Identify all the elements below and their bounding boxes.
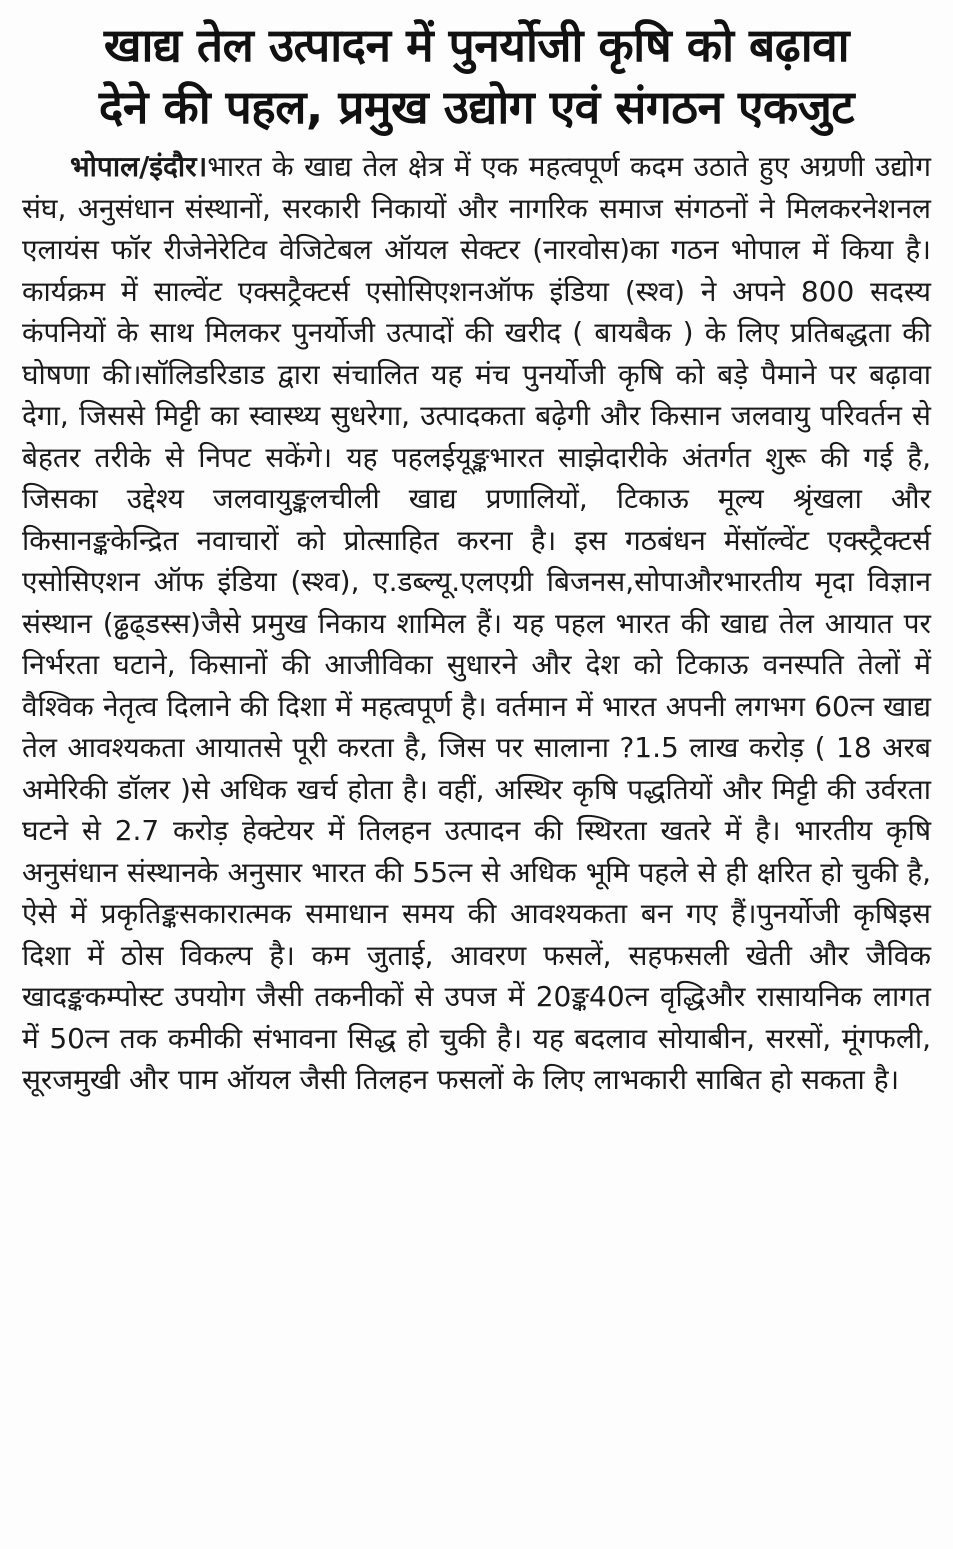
article-body-text: भारत के खाद्य तेल क्षेत्र में एक महत्वपूर्ण कदम उठाते हुए अग्रणी उद्योग संघ, अनुसंधान संस्थानों, सरकारी निकायों और नागरिक समाज संगठनों ने मिलकरनेशनल एलायंस फॉर रीजेनेरेटिव वेजिटेबल ऑयल सेक्टर (नारवोस)का गठन भोपाल में किया है।कार्यक्रम में साल्वेंट एक्सट्रैक्टर्स एसोसिएशनऑफ इंडिया (स्श्व) ने अपने 800 सदस्य कंपनियों के साथ मिलकर पुनर्योजी उत्पादों की खरीद ( बायबैक ) के लिए प्रतिबद्धता की घोषणा की।सॉलिडरिडाड द्वारा संचालित यह मंच पुनर्योजी कृषि को बड़े पैमाने पर बढ़ावा देगा, जिससे मिट्टी का स्वास्थ्य सुधरेगा, उत्पादकता बढ़ेगी और किसान जलवायु परिवर्तन से बेहतर तरीके से निपट सकेंगे। यह पहलईयूङ्कभारत साझेदारीके अंतर्गत शुरू की गई है, जिसका उद्देश्य जलवायुङ्कलचीली खाद्य प्रणालियों, टिकाऊ मूल्य श्रृंखला और किसानङ्ककेन्द्रित नवाचारों को प्रोत्साहित करना है। इस गठबंधन मेंसॉल्वेंट एक्स्ट्रैक्टर्स एसोसिएशन ऑफ इंडिया (स्श्व), ए.डब्ल्यू.एलएग्री बिजनस,सोपाऔरभारतीय मृदा विज्ञान संस्थान (ढ्ढढ्डस्स)जैसे प्रमुख निकाय शामिल हैं। यह पहल भारत की खाद्य तेल आयात पर निर्भरता घटाने, किसानों की आजीविका सुधारने और देश को टिकाऊ वनस्पति तेलों में वैश्विक नेतृत्व दिलाने की दिशा में महत्वपूर्ण है। वर्तमान में भारत अपनी लगभग 60त्न खाद्य तेल आवश्यकता आयातसे पूरी करता है, जिस पर सालाना ?1.5 लाख करोड़ ( 18 अरब अमेरिकी डॉलर )से अधिक खर्च होता है। वहीं, अस्थिर कृषि पद्धतियों और मिट्टी की उर्वरता घटने से 2.7 करोड़ हेक्टेयर में तिलहन उत्पादन की स्थिरता खतरे में है। भारतीय कृषि अनुसंधान संस्थानके अनुसार भारत की 55त्न से अधिक भूमि पहले से ही क्षरित हो चुकी है, ऐसे में प्रकृतिङ्कसकारात्मक समाधान समय की आवश्यकता बन गए हैं।पुनर्योजी कृषिइस दिशा में ठोस विकल्प है। कम जुताई, आवरण फसलें, सहफसली खेती और जैविक खादङ्ककम्पोस्ट उपयोग जैसी तकनीकों से उपज में 20ङ्क40त्न वृद्धिऔर रासायनिक लागत में 50त्न तक कमीकी संभावना सिद्ध हो चुकी है। यह बदलाव सोयाबीन, सरसों, मूंगफली, सूरजमुखी और पाम ऑयल जैसी तिलहन फसलों के लिए लाभकारी साबित हो सकता है। [22,150,931,1096]
article-headline [22,14,931,138]
dateline: भोपाल/इंदौर। [70,150,208,183]
article-body [22,146,931,1101]
headline-line-2: देने की पहल, प्रमुख उद्योग एवं संगठन एकजुट [98,80,855,134]
headline-line-1: खाद्य तेल उत्पादन में पुनर्योजी कृषि को बढ़ावा [103,18,850,72]
